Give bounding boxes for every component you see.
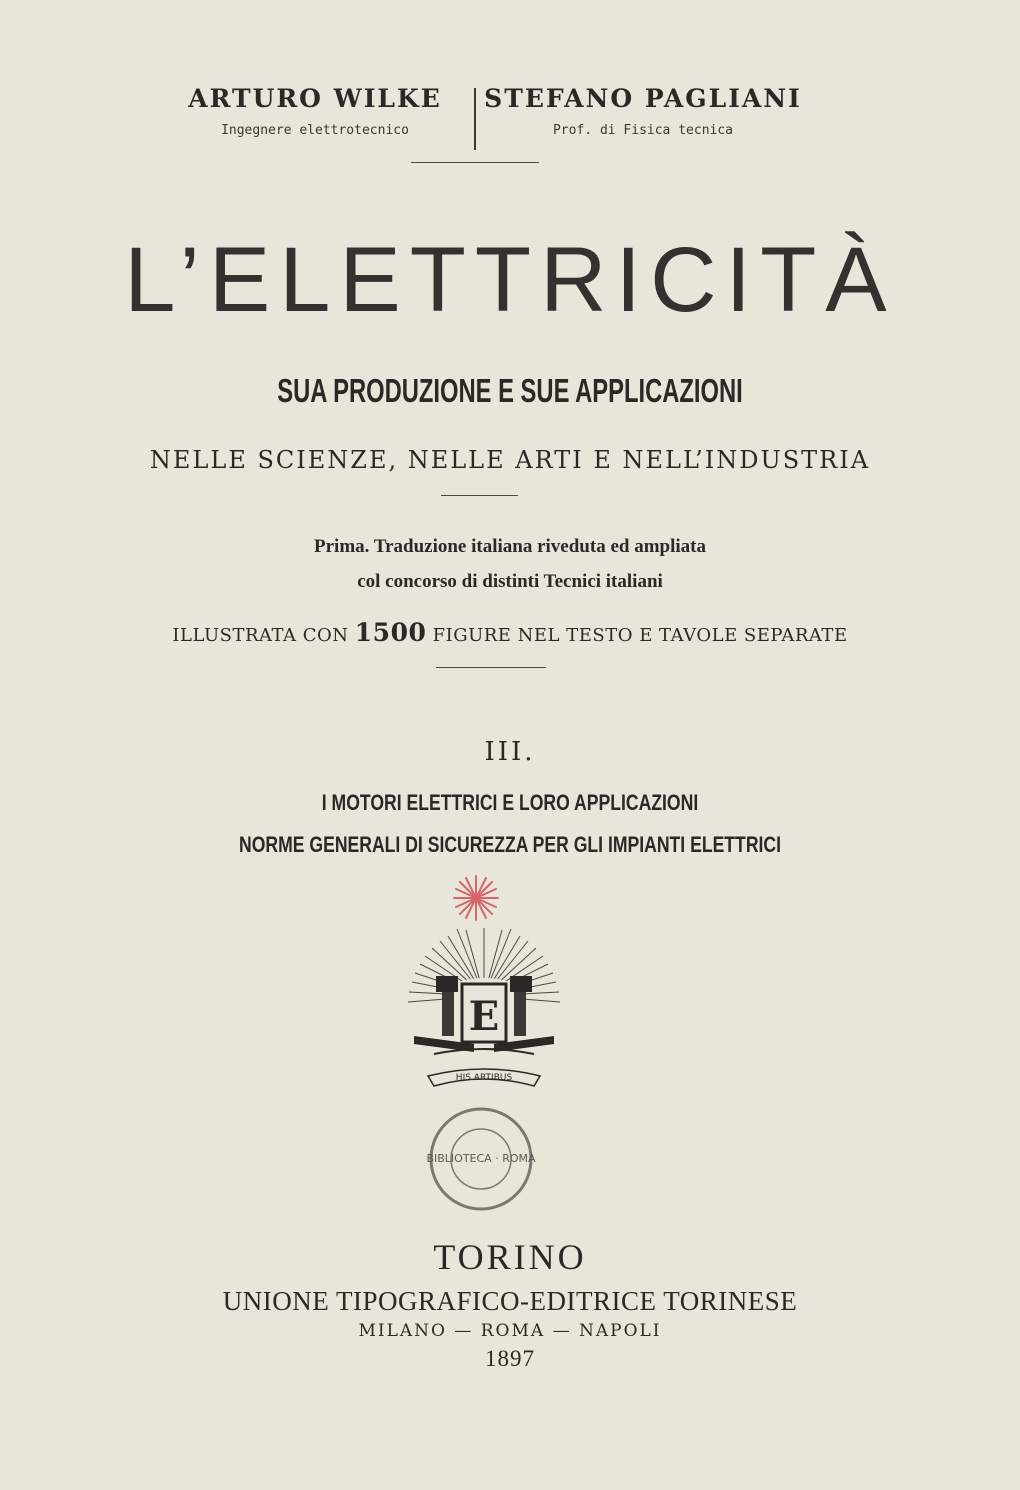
svg-text:E: E bbox=[468, 993, 500, 1040]
subtitle-2: NELLE SCIENZE, NELLE ARTI E NELL’INDUSTRIA bbox=[149, 446, 871, 474]
stamp-text: BIBLIOTECA · ROMA bbox=[426, 1152, 536, 1165]
illustrated-number: 1500 bbox=[354, 618, 427, 647]
illustrated-prefix: ILLUSTRATA CON bbox=[172, 625, 349, 646]
author-2 bbox=[478, 84, 808, 138]
author-1-role: Ingegnere elettrotecnico bbox=[221, 123, 409, 138]
star-ornament-icon bbox=[448, 870, 504, 926]
illustrated-suffix: FIGURE NEL TESTO E TAVOLE SEPARATE bbox=[432, 625, 848, 646]
rule-1 bbox=[411, 162, 539, 163]
author-1 bbox=[150, 84, 480, 138]
rule-2 bbox=[441, 495, 518, 496]
publisher-cities: MILANO — ROMA — NAPOLI bbox=[358, 1321, 662, 1341]
author-divider bbox=[474, 88, 476, 150]
publication-year: 1897 bbox=[485, 1346, 535, 1371]
rule-3 bbox=[436, 667, 546, 668]
volume-title-1: I MOTORI ELETTRICI E LORO APPLICAZIONI bbox=[321, 790, 699, 815]
device-motto: HIS ARTIBUS bbox=[455, 1073, 513, 1083]
author-2-role: Prof. di Fisica tecnica bbox=[552, 123, 733, 138]
author-2-name: STEFANO PAGLIANI bbox=[484, 84, 802, 113]
publisher-device-emblem-icon bbox=[404, 926, 564, 1098]
author-1-name: ARTURO WILKE bbox=[188, 84, 442, 113]
main-title: L’ELETTRICITÀ bbox=[124, 229, 896, 331]
translation-line-1: Prima. Traduzione italiana riveduta ed ampliata bbox=[314, 536, 706, 557]
imprint-city: TORINO bbox=[433, 1237, 587, 1277]
library-stamp-icon bbox=[426, 1104, 536, 1214]
illustrated-line bbox=[0, 618, 1020, 647]
volume-number: III. bbox=[484, 737, 536, 767]
publisher-name: UNIONE TIPOGRAFICO-EDITRICE TORINESE bbox=[222, 1286, 798, 1316]
translation-line-2: col concorso di distinti Tecnici italiani bbox=[357, 571, 663, 592]
volume-title-2: NORME GENERALI DI SICUREZZA PER GLI IMPIANTI ELETTRICI bbox=[238, 832, 782, 857]
subtitle-1: SUA PRODUZIONE E SUE APPLICAZIONI bbox=[277, 372, 743, 409]
